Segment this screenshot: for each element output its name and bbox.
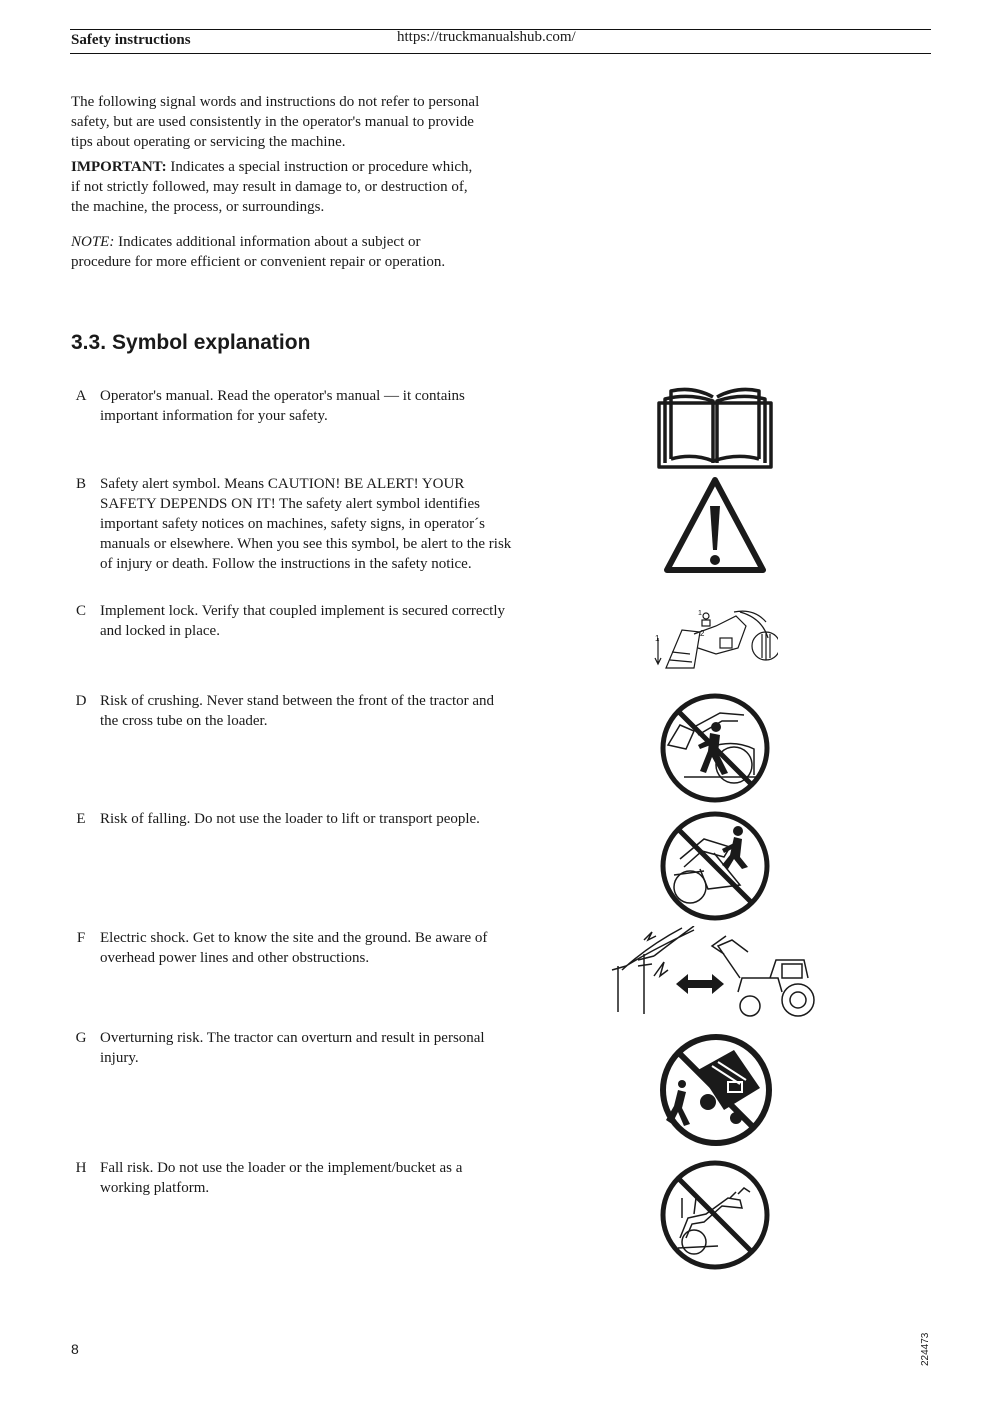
important-text: Indicates a special instruction or procedure which, if not strictly followed, may result in damage to, or destruction of, the machine, the process, or surroundings.: [71, 159, 473, 215]
symbol-entry-h: [71, 1158, 516, 1198]
no-lifting-people-icon: [658, 809, 772, 923]
symbol-letter: C: [75, 603, 86, 619]
symbol-entry-a: [71, 386, 516, 426]
note-paragraph: [71, 232, 481, 272]
section-title-text: Symbol explanation: [112, 331, 311, 354]
implement-lock-label: 1: [698, 610, 702, 617]
important-paragraph: [71, 157, 481, 217]
symbol-letter: E: [76, 811, 86, 827]
symbol-letter: A: [75, 388, 87, 404]
note-label: NOTE:: [71, 234, 115, 250]
symbol-letter: H: [75, 1160, 87, 1176]
overturning-prohibited-icon: [658, 1032, 774, 1148]
implement-lock-label: 2: [700, 629, 705, 638]
no-platform-icon: [658, 1158, 772, 1272]
intro-section: [71, 92, 481, 277]
header-title: Safety instructions: [71, 32, 191, 48]
symbol-text: Overturning risk. The tractor can overturn and result in personal injury.: [100, 1030, 485, 1066]
important-label: IMPORTANT:: [71, 159, 167, 175]
symbol-entry-b: [71, 474, 516, 574]
symbol-text: Electric shock. Get to know the site and the ground. Be aware of overhead power lines and other obstructions.: [100, 930, 488, 966]
symbol-entry-e: [71, 809, 516, 829]
section-title: [71, 331, 310, 355]
symbol-letter: G: [75, 1030, 87, 1046]
page-number: 8: [71, 1341, 79, 1357]
symbol-text: Implement lock. Verify that coupled implement is secured correctly and locked in place.: [100, 603, 506, 639]
header-rule-bottom: [70, 53, 931, 54]
warning-triangle-icon: [662, 474, 768, 576]
symbol-entry-f: [71, 928, 516, 968]
implement-lock-icon: [654, 608, 778, 674]
header-url[interactable]: https://truckmanualshub.com/: [397, 29, 576, 45]
symbol-entry-g: [71, 1028, 516, 1068]
symbol-letter: D: [75, 693, 87, 709]
power-line-distance-icon: [608, 926, 822, 1024]
document-code: 224473: [920, 1332, 931, 1366]
crushing-prohibited-icon: [658, 691, 772, 805]
symbol-letter: B: [75, 476, 86, 492]
symbol-entry-c: [71, 601, 516, 641]
section-number: 3.3.: [71, 331, 107, 354]
symbol-text: Fall risk. Do not use the loader or the implement/bucket as a working platform.: [100, 1160, 463, 1196]
implement-lock-label: 1: [655, 634, 660, 643]
symbol-entry-d: [71, 691, 516, 731]
symbol-text: Operator's manual. Read the operator's manual — it contains important information for your safety.: [100, 388, 465, 424]
symbol-text: Risk of falling. Do not use the loader to lift or transport people.: [100, 811, 480, 827]
symbol-text: Safety alert symbol. Means CAUTION! BE ALERT! YOUR SAFETY DEPENDS ON IT! The safety alert symbol identifies important safety notices on machines, safety signs, in operator´s manuals or elsewhere. When you see this symbol, be alert to the risk of injury or death. Follow the instructions in the safety notice.: [100, 476, 512, 572]
intro-paragraph: The following signal words and instructions do not refer to personal safety, but are used consistently in the operator's manual to provide tips about operating or servicing the machine.: [71, 94, 480, 150]
note-text: Indicates additional information about a subject or procedure for more efficient or convenient repair or operation.: [71, 234, 446, 270]
manual-book-icon: [655, 387, 775, 471]
symbol-text: Risk of crushing. Never stand between the front of the tractor and the cross tube on the loader.: [100, 693, 495, 729]
symbol-letter: F: [76, 930, 86, 946]
